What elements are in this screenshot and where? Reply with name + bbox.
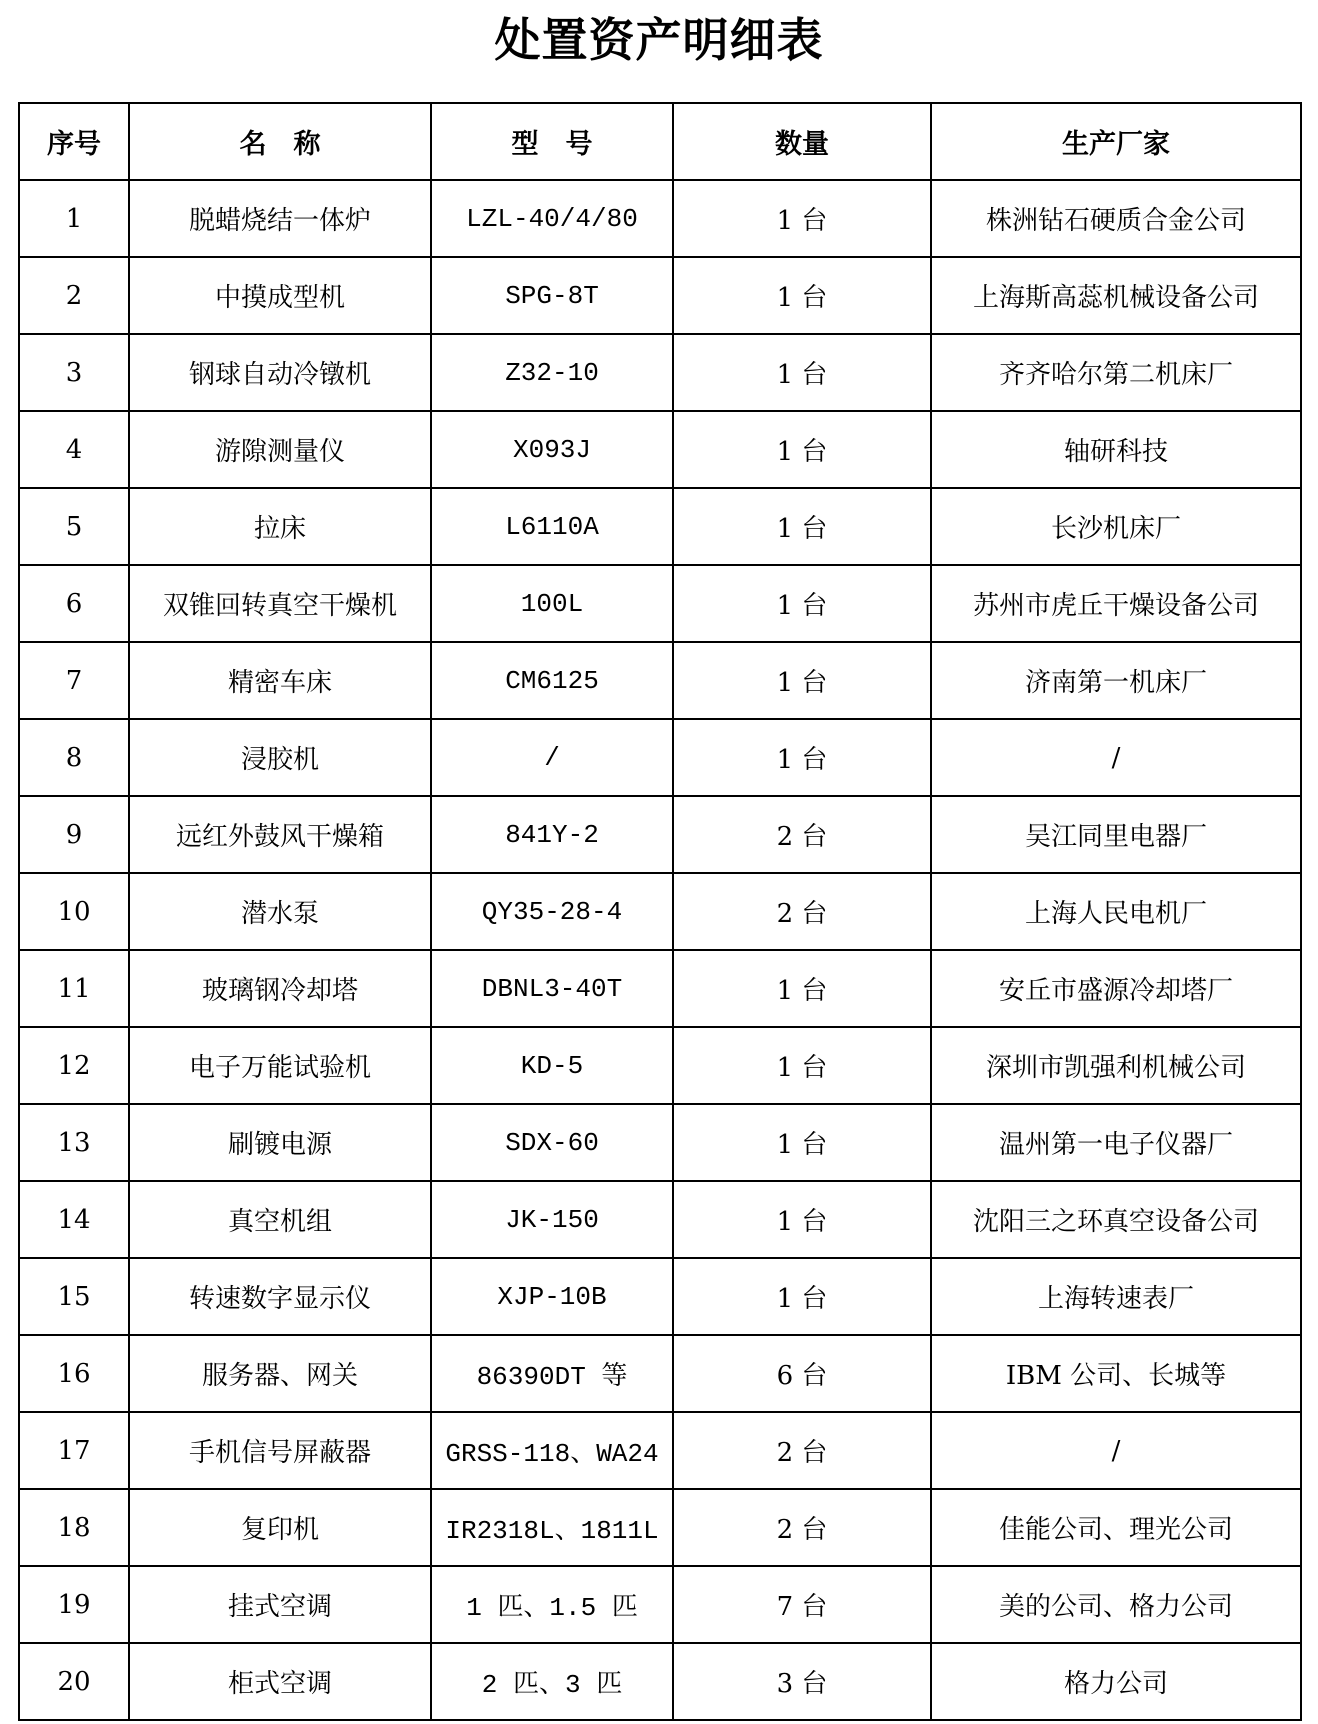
cell-model: SDX-60 [431, 1104, 673, 1181]
cell-model: 1 匹、1.5 匹 [431, 1566, 673, 1643]
cell-no: 20 [19, 1643, 129, 1720]
cell-qty: 3 台 [673, 1643, 931, 1720]
cell-model: X093J [431, 411, 673, 488]
table-row [19, 1181, 1301, 1258]
cell-name: 远红外鼓风干燥箱 [129, 796, 431, 873]
cell-model: JK-150 [431, 1181, 673, 1258]
table-row [19, 488, 1301, 565]
cell-model: LZL-40/4/80 [431, 180, 673, 257]
cell-maker: 安丘市盛源冷却塔厂 [931, 950, 1301, 1027]
cell-maker: / [931, 1412, 1301, 1489]
table-row [19, 1643, 1301, 1720]
cell-model: SPG-8T [431, 257, 673, 334]
cell-no: 1 [19, 180, 129, 257]
table-row [19, 1489, 1301, 1566]
cell-qty: 2 台 [673, 1489, 931, 1566]
cell-no: 9 [19, 796, 129, 873]
cell-qty: 1 台 [673, 1104, 931, 1181]
table-row [19, 1566, 1301, 1643]
cell-name: 拉床 [129, 488, 431, 565]
asset-table [18, 102, 1302, 1721]
cell-name: 柜式空调 [129, 1643, 431, 1720]
cell-maker: 长沙机床厂 [931, 488, 1301, 565]
cell-no: 8 [19, 719, 129, 796]
cell-qty: 1 台 [673, 180, 931, 257]
cell-no: 18 [19, 1489, 129, 1566]
cell-no: 15 [19, 1258, 129, 1335]
table-row [19, 257, 1301, 334]
header-name: 名 称 [129, 103, 431, 180]
cell-no: 16 [19, 1335, 129, 1412]
table-row [19, 1335, 1301, 1412]
cell-maker: 温州第一电子仪器厂 [931, 1104, 1301, 1181]
cell-qty: 1 台 [673, 334, 931, 411]
cell-name: 脱蜡烧结一体炉 [129, 180, 431, 257]
cell-maker: 齐齐哈尔第二机床厂 [931, 334, 1301, 411]
cell-qty: 2 台 [673, 796, 931, 873]
table-row [19, 180, 1301, 257]
cell-no: 5 [19, 488, 129, 565]
header-row [19, 103, 1301, 180]
cell-no: 7 [19, 642, 129, 719]
table-row [19, 1412, 1301, 1489]
cell-qty: 1 台 [673, 488, 931, 565]
cell-model: 2 匹、3 匹 [431, 1643, 673, 1720]
cell-name: 转速数字显示仪 [129, 1258, 431, 1335]
table-row [19, 1258, 1301, 1335]
cell-qty: 2 台 [673, 1412, 931, 1489]
cell-name: 真空机组 [129, 1181, 431, 1258]
cell-no: 11 [19, 950, 129, 1027]
table-body [19, 180, 1301, 1720]
cell-name: 电子万能试验机 [129, 1027, 431, 1104]
cell-maker: 深圳市凯强利机械公司 [931, 1027, 1301, 1104]
cell-name: 复印机 [129, 1489, 431, 1566]
cell-name: 精密车床 [129, 642, 431, 719]
cell-no: 4 [19, 411, 129, 488]
cell-maker: 上海人民电机厂 [931, 873, 1301, 950]
cell-model: GRSS-118、WA24 [431, 1412, 673, 1489]
cell-qty: 1 台 [673, 642, 931, 719]
cell-model: Z32-10 [431, 334, 673, 411]
cell-model: / [431, 719, 673, 796]
header-no: 序号 [19, 103, 129, 180]
cell-model: L6110A [431, 488, 673, 565]
cell-qty: 7 台 [673, 1566, 931, 1643]
cell-maker: 格力公司 [931, 1643, 1301, 1720]
header-model: 型 号 [431, 103, 673, 180]
cell-qty: 6 台 [673, 1335, 931, 1412]
cell-no: 14 [19, 1181, 129, 1258]
cell-maker: 济南第一机床厂 [931, 642, 1301, 719]
header-qty: 数量 [673, 103, 931, 180]
cell-maker: 轴研科技 [931, 411, 1301, 488]
cell-name: 浸胶机 [129, 719, 431, 796]
cell-qty: 1 台 [673, 1027, 931, 1104]
table-row [19, 950, 1301, 1027]
cell-name: 手机信号屏蔽器 [129, 1412, 431, 1489]
table-row [19, 1027, 1301, 1104]
cell-name: 双锥回转真空干燥机 [129, 565, 431, 642]
cell-model: KD-5 [431, 1027, 673, 1104]
cell-name: 潜水泵 [129, 873, 431, 950]
cell-no: 13 [19, 1104, 129, 1181]
cell-no: 17 [19, 1412, 129, 1489]
cell-qty: 1 台 [673, 565, 931, 642]
cell-name: 服务器、网关 [129, 1335, 431, 1412]
table-row [19, 334, 1301, 411]
cell-maker: / [931, 719, 1301, 796]
table-row [19, 565, 1301, 642]
cell-model: IR2318L、1811L [431, 1489, 673, 1566]
cell-maker: 美的公司、格力公司 [931, 1566, 1301, 1643]
table-row [19, 1104, 1301, 1181]
cell-maker: IBM 公司、长城等 [931, 1335, 1301, 1412]
cell-model: 841Y-2 [431, 796, 673, 873]
cell-maker: 吴江同里电器厂 [931, 796, 1301, 873]
cell-model: 100L [431, 565, 673, 642]
table-row [19, 873, 1301, 950]
cell-qty: 1 台 [673, 1258, 931, 1335]
table-row [19, 719, 1301, 796]
cell-no: 3 [19, 334, 129, 411]
table-row [19, 642, 1301, 719]
cell-name: 中摸成型机 [129, 257, 431, 334]
cell-name: 游隙测量仪 [129, 411, 431, 488]
cell-name: 刷镀电源 [129, 1104, 431, 1181]
table-row [19, 411, 1301, 488]
cell-no: 10 [19, 873, 129, 950]
cell-model: 86390DT 等 [431, 1335, 673, 1412]
cell-name: 钢球自动冷镦机 [129, 334, 431, 411]
cell-no: 19 [19, 1566, 129, 1643]
cell-maker: 上海转速表厂 [931, 1258, 1301, 1335]
cell-qty: 1 台 [673, 411, 931, 488]
cell-maker: 佳能公司、理光公司 [931, 1489, 1301, 1566]
table-row [19, 796, 1301, 873]
cell-qty: 1 台 [673, 950, 931, 1027]
cell-maker: 株洲钻石硬质合金公司 [931, 180, 1301, 257]
cell-qty: 1 台 [673, 719, 931, 796]
cell-maker: 沈阳三之环真空设备公司 [931, 1181, 1301, 1258]
cell-maker: 苏州市虎丘干燥设备公司 [931, 565, 1301, 642]
header-maker: 生产厂家 [931, 103, 1301, 180]
cell-model: CM6125 [431, 642, 673, 719]
page-title: 处置资产明细表 [494, 13, 824, 67]
table-header [19, 103, 1301, 180]
cell-qty: 1 台 [673, 257, 931, 334]
cell-model: XJP-10B [431, 1258, 673, 1335]
cell-qty: 1 台 [673, 1181, 931, 1258]
cell-maker: 上海斯高蕊机械设备公司 [931, 257, 1301, 334]
cell-model: QY35-28-4 [431, 873, 673, 950]
cell-name: 玻璃钢冷却塔 [129, 950, 431, 1027]
cell-no: 2 [19, 257, 129, 334]
cell-no: 12 [19, 1027, 129, 1104]
cell-qty: 2 台 [673, 873, 931, 950]
cell-model: DBNL3-40T [431, 950, 673, 1027]
cell-name: 挂式空调 [129, 1566, 431, 1643]
cell-no: 6 [19, 565, 129, 642]
